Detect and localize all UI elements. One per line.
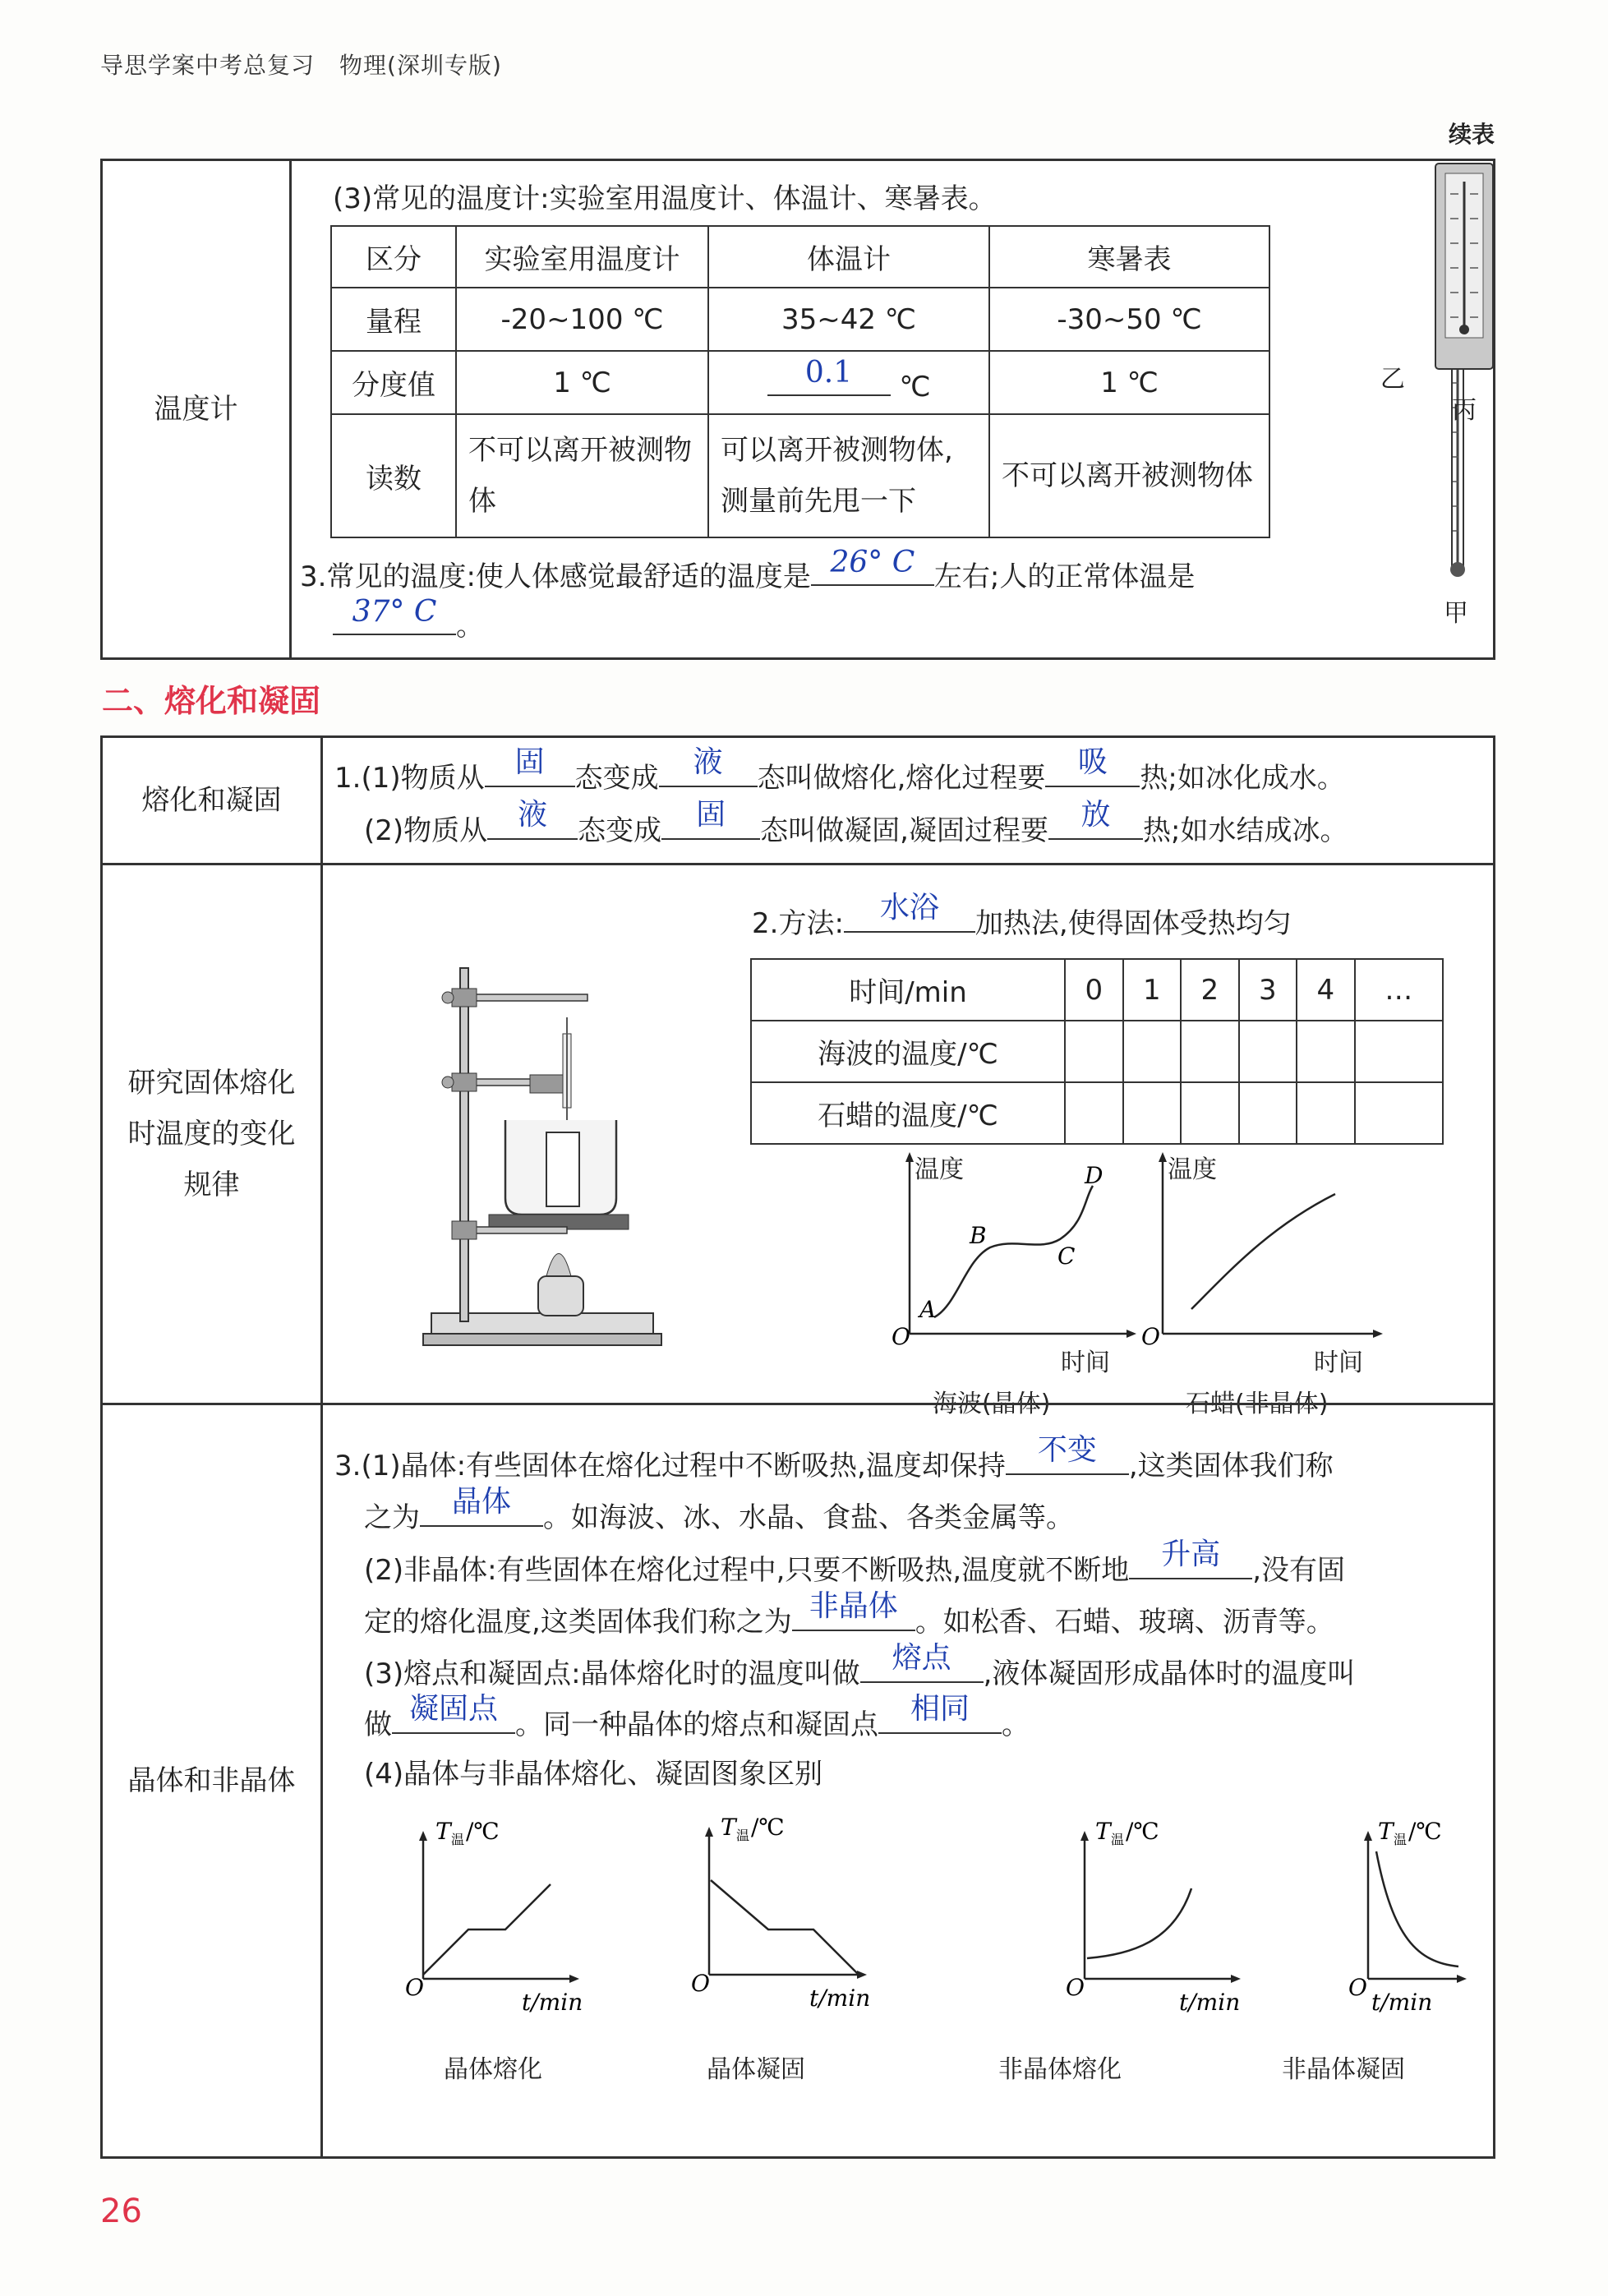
research-label bbox=[103, 865, 323, 1403]
research-label-line1: 研究固体熔化 bbox=[127, 1067, 296, 1100]
division-body bbox=[708, 351, 989, 414]
g2-o: O bbox=[691, 1970, 710, 1997]
amorphous-rise-answer: 升高 bbox=[1161, 1538, 1221, 1571]
body-temp-answer: 37° C bbox=[352, 595, 437, 629]
crystal-p1-line1 bbox=[334, 1433, 1334, 1483]
p1-b: ,这类固体我们称 bbox=[1128, 1450, 1334, 1482]
crystal-keep-blank bbox=[1006, 1433, 1129, 1475]
g1-unit: /℃ bbox=[466, 1818, 500, 1845]
division-body-unit: ℃ bbox=[899, 371, 931, 403]
crystal-p4: (4)晶体与非晶体熔化、凝固图象区别 bbox=[364, 1758, 823, 1791]
g4-o: O bbox=[1348, 1974, 1367, 2001]
col-more: … bbox=[1355, 959, 1443, 1021]
melt-l1-a: 1.(1)物质从 bbox=[334, 762, 485, 795]
cell-empty bbox=[1123, 1082, 1182, 1144]
graph-crystal-melting bbox=[405, 1818, 583, 2016]
thermometer-block bbox=[100, 159, 1495, 660]
hypo-origin: O bbox=[892, 1323, 910, 1350]
cell-empty bbox=[1355, 1021, 1443, 1082]
col-0: 0 bbox=[1065, 959, 1123, 1021]
point-a: A bbox=[919, 1296, 937, 1323]
solidify-to-answer: 固 bbox=[696, 798, 726, 832]
g2-tmin: t/min bbox=[809, 1985, 871, 2012]
g3-tmin: t/min bbox=[1179, 1989, 1241, 2016]
cell-empty bbox=[1297, 1082, 1355, 1144]
running-header bbox=[100, 48, 502, 81]
cell-empty bbox=[1181, 1082, 1239, 1144]
crystal-name-answer: 晶体 bbox=[451, 1485, 511, 1519]
range-body: 35~42 ℃ bbox=[708, 288, 989, 351]
g1-t: T bbox=[435, 1818, 451, 1845]
body-temp-blank bbox=[333, 595, 456, 635]
cell-empty bbox=[1239, 1021, 1297, 1082]
melting-point-blank bbox=[860, 1641, 984, 1683]
thermometer-label-bing: 丙 bbox=[1452, 396, 1477, 425]
caption-crystal-melting: 晶体熔化 bbox=[444, 2055, 542, 2084]
p2-a: (2)非晶体:有些固体在熔化过程中,只要不断吸热,温度就不断地 bbox=[364, 1554, 1130, 1587]
range-lab: -20~100 ℃ bbox=[456, 288, 708, 351]
col-1: 1 bbox=[1123, 959, 1182, 1021]
g4-t: T bbox=[1378, 1818, 1394, 1845]
cell-empty bbox=[1355, 1082, 1443, 1144]
g2-t: T bbox=[721, 1814, 736, 1841]
amorphous-name-answer: 非晶体 bbox=[809, 1589, 898, 1623]
common-temp-mid: 左右;人的正常体温是 bbox=[933, 560, 1196, 593]
melt-l1-d: 态叫做熔化,熔化过程要 bbox=[757, 762, 1046, 795]
method-blank bbox=[844, 891, 975, 933]
amorphous-rise-blank bbox=[1129, 1538, 1252, 1579]
hypo-y-label: 温度 bbox=[915, 1155, 964, 1184]
melt-from-answer: 固 bbox=[514, 745, 545, 779]
thermometer-table bbox=[330, 225, 1270, 538]
p1-c: 之为 bbox=[364, 1501, 420, 1534]
g2-unit: /℃ bbox=[751, 1814, 785, 1841]
method-line bbox=[752, 891, 1292, 941]
melt-heat-blank bbox=[1045, 745, 1140, 787]
melt-to-blank bbox=[659, 745, 758, 787]
col-3: 3 bbox=[1239, 959, 1297, 1021]
g3-sub: 温 bbox=[1111, 1832, 1125, 1847]
th-lab: 实验室用温度计 bbox=[456, 226, 708, 288]
division-label: 分度值 bbox=[331, 351, 456, 414]
research-label-line2: 时温度的变化 bbox=[127, 1118, 296, 1150]
paraffin-x-label: 时间 bbox=[1314, 1349, 1363, 1377]
thermometer-label-jia: 甲 bbox=[1444, 599, 1468, 628]
research-label-line3: 规律 bbox=[183, 1169, 240, 1201]
reading-weather: 不可以离开被测物体 bbox=[989, 414, 1269, 537]
cell-empty bbox=[1123, 1021, 1182, 1082]
melt-l2-c: 态变成 bbox=[578, 814, 662, 847]
crystal-p2-line2 bbox=[364, 1589, 1334, 1639]
col-2: 2 bbox=[1181, 959, 1239, 1021]
point-b: B bbox=[970, 1222, 987, 1249]
division-lab: 1 ℃ bbox=[456, 351, 708, 414]
melting-line2 bbox=[364, 798, 1348, 848]
cell-empty bbox=[1065, 1021, 1123, 1082]
p2-c: 定的熔化温度,这类固体我们称之为 bbox=[364, 1606, 792, 1639]
cell-empty bbox=[1181, 1021, 1239, 1082]
graph-crystal-solidify bbox=[691, 1814, 870, 2012]
col-4: 4 bbox=[1297, 959, 1355, 1021]
crystal-p2-line1 bbox=[364, 1538, 1346, 1588]
melting-data-table bbox=[750, 958, 1444, 1145]
point-c: C bbox=[1057, 1243, 1076, 1270]
cell-empty bbox=[1239, 1082, 1297, 1144]
p3-b: ,液体凝固形成晶体时的温度叫 bbox=[983, 1657, 1356, 1690]
g3-unit: /℃ bbox=[1126, 1818, 1159, 1845]
freezing-point-blank bbox=[392, 1692, 515, 1734]
comfort-temp-blank bbox=[811, 546, 934, 586]
g4-tmin: t/min bbox=[1371, 1989, 1433, 2016]
common-temp-pre: 3.常见的温度:使人体感觉最舒适的温度是 bbox=[300, 560, 811, 593]
melt-l2-e: 热;如水结成冰。 bbox=[1142, 814, 1348, 847]
section-title: 二、熔化和凝固 bbox=[102, 683, 321, 719]
p1-a: 3.(1)晶体:有些固体在熔化过程中不断吸热,温度却保持 bbox=[334, 1450, 1006, 1482]
range-weather: -30~50 ℃ bbox=[989, 288, 1269, 351]
melting-block bbox=[100, 735, 1495, 2159]
melt-l1-e: 热;如冰化成水。 bbox=[1140, 762, 1345, 795]
melting-point-answer: 熔点 bbox=[892, 1641, 951, 1675]
paraffin-caption: 石蜡(非晶体) bbox=[1186, 1390, 1329, 1418]
range-label: 量程 bbox=[331, 288, 456, 351]
paraffin-y-label: 温度 bbox=[1168, 1155, 1217, 1184]
p3-a: (3)熔点和凝固点:晶体熔化时的温度叫做 bbox=[364, 1657, 860, 1690]
caption-crystal-solidify: 晶体凝固 bbox=[707, 2055, 805, 2084]
melting-label: 熔化和凝固 bbox=[103, 738, 323, 863]
crystal-p3-line2 bbox=[364, 1692, 1030, 1742]
p2-d: 。如松香、石蜡、玻璃、沥青等。 bbox=[915, 1606, 1334, 1639]
comfort-temp-answer: 26° C bbox=[830, 546, 915, 579]
cell-empty bbox=[1297, 1021, 1355, 1082]
row-paraffin: 石蜡的温度/℃ bbox=[751, 1082, 1065, 1144]
melt-heat-answer: 吸 bbox=[1077, 745, 1108, 779]
crystal-name-blank bbox=[420, 1485, 543, 1527]
melt-to-answer: 液 bbox=[693, 745, 723, 779]
g1-sub: 温 bbox=[451, 1832, 465, 1847]
cell-empty bbox=[1065, 1082, 1123, 1144]
g3-t: T bbox=[1095, 1818, 1111, 1845]
paraffin-origin: O bbox=[1141, 1323, 1160, 1350]
melt-l1-c: 态变成 bbox=[574, 762, 659, 795]
melt-l2-d: 态叫做凝固,凝固过程要 bbox=[760, 814, 1048, 847]
subject-title: 物理(深圳专版) bbox=[339, 52, 502, 79]
hypo-x-label: 时间 bbox=[1061, 1349, 1110, 1377]
g4-sub: 温 bbox=[1394, 1832, 1408, 1847]
th-distinguish: 区分 bbox=[331, 226, 456, 288]
crystal-p1-line2 bbox=[364, 1485, 1074, 1535]
col-time: 时间/min bbox=[751, 959, 1065, 1021]
crystal-keep-answer: 不变 bbox=[1037, 1433, 1097, 1467]
row-hypo: 海波的温度/℃ bbox=[751, 1021, 1065, 1082]
same-blank bbox=[878, 1692, 1002, 1734]
point-d: D bbox=[1085, 1162, 1103, 1189]
method-pre: 2.方法: bbox=[752, 907, 844, 940]
th-weather: 寒暑表 bbox=[989, 226, 1269, 288]
common-temp-end: 。 bbox=[456, 610, 484, 643]
solidify-to-blank bbox=[661, 798, 760, 840]
book-title: 导思学案中考总复习 bbox=[100, 52, 316, 79]
freezing-point-answer: 凝固点 bbox=[408, 1692, 498, 1726]
p3-c: 做 bbox=[364, 1708, 392, 1741]
crystal-label: 晶体和非晶体 bbox=[103, 1405, 323, 2156]
continued-label: 续表 bbox=[1448, 121, 1495, 148]
graph-amorphous-solidify bbox=[1348, 1818, 1467, 2016]
solidify-from-blank bbox=[487, 798, 578, 840]
common-temperature-line2 bbox=[333, 595, 484, 643]
p1-d: 。如海波、冰、水晶、食盐、各类金属等。 bbox=[543, 1501, 1074, 1534]
reading-lab: 不可以离开被测物体 bbox=[456, 414, 708, 537]
hypo-caption: 海波(晶体) bbox=[933, 1390, 1051, 1418]
thermometer-label-yi: 乙 bbox=[1380, 365, 1405, 394]
method-answer: 水浴 bbox=[879, 891, 939, 924]
p2-b: ,没有固 bbox=[1252, 1554, 1346, 1587]
common-temperature-line1 bbox=[300, 546, 1196, 594]
solidify-heat-blank bbox=[1048, 798, 1143, 840]
amorphous-name-blank bbox=[792, 1589, 915, 1631]
reading-label: 读数 bbox=[331, 414, 456, 537]
weather-thermometer-picture bbox=[1434, 161, 1495, 375]
g1-o: O bbox=[405, 1974, 424, 2001]
reading-body: 可以离开被测物体,测量前先甩一下 bbox=[708, 414, 989, 537]
thermometer-intro: (3)常见的温度计:实验室用温度计、体温计、寒暑表。 bbox=[333, 182, 997, 215]
g4-unit: /℃ bbox=[1408, 1818, 1442, 1845]
same-answer: 相同 bbox=[910, 1692, 970, 1726]
solidify-heat-answer: 放 bbox=[1080, 798, 1111, 832]
division-weather: 1 ℃ bbox=[989, 351, 1269, 414]
g3-o: O bbox=[1066, 1974, 1085, 2001]
method-post: 加热法,使得固体受热均匀 bbox=[974, 907, 1292, 940]
heating-apparatus-picture bbox=[415, 952, 678, 1362]
crystal-graphs bbox=[374, 1806, 1475, 2020]
g2-sub: 温 bbox=[736, 1828, 750, 1843]
th-body: 体温计 bbox=[708, 226, 989, 288]
g1-tmin: t/min bbox=[522, 1989, 583, 2016]
solidify-from-answer: 液 bbox=[518, 798, 548, 832]
melting-line1 bbox=[334, 745, 1345, 795]
caption-amorphous-solidify: 非晶体凝固 bbox=[1282, 2055, 1405, 2084]
melt-from-blank bbox=[485, 745, 575, 787]
caption-amorphous-melting: 非晶体熔化 bbox=[998, 2055, 1122, 2084]
thermometer-label: 温度计 bbox=[103, 161, 292, 657]
melt-l2-a: (2)物质从 bbox=[364, 814, 488, 847]
page-number: 26 bbox=[100, 2192, 142, 2230]
p3-d: 。同一种晶体的熔点和凝固点 bbox=[515, 1708, 878, 1741]
division-body-blank bbox=[767, 356, 891, 396]
graph-amorphous-melting bbox=[1066, 1818, 1241, 2016]
p3-e: 。 bbox=[1002, 1708, 1030, 1741]
division-body-answer: 0.1 bbox=[804, 356, 853, 390]
